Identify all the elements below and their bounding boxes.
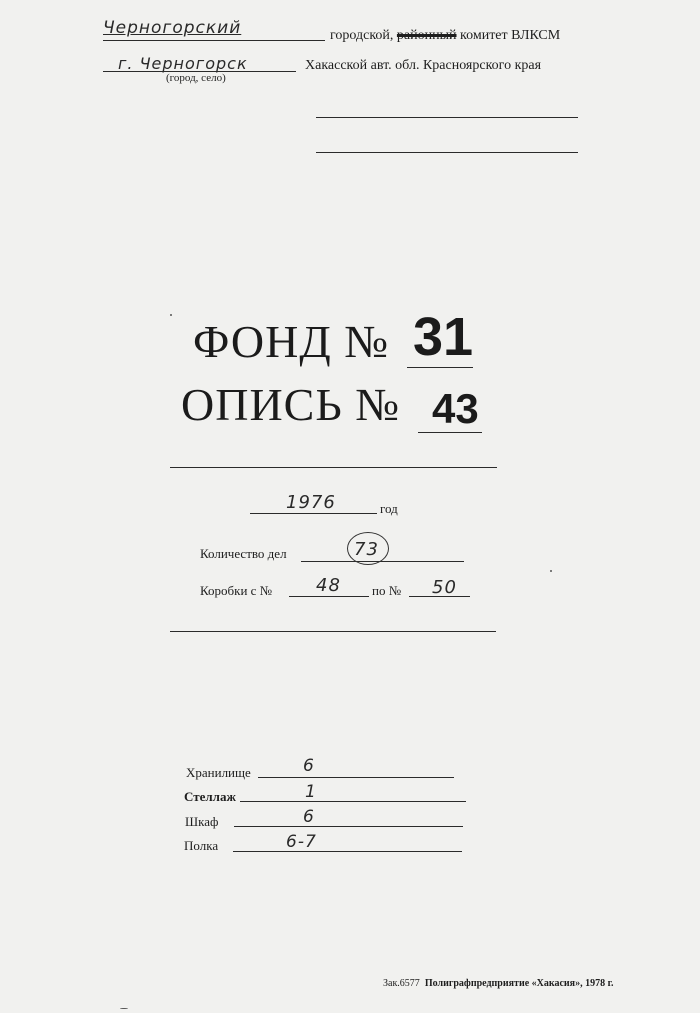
boxes-from-underline bbox=[289, 596, 369, 597]
opis-number: 43 bbox=[432, 385, 479, 432]
separator-line-top bbox=[170, 467, 497, 468]
footer-order: Зак.6577 bbox=[383, 978, 420, 989]
paper-speck bbox=[550, 570, 552, 572]
count-value: 73 bbox=[354, 539, 379, 560]
paper-speck bbox=[120, 1008, 128, 1009]
year-underline bbox=[250, 513, 377, 514]
year-value: 1976 bbox=[286, 492, 336, 513]
city-hint: (город, село) bbox=[166, 72, 226, 84]
fond-label: ФОНД № bbox=[193, 316, 390, 367]
cabinet-underline bbox=[234, 826, 463, 827]
city-handwritten: г. Черногорск bbox=[118, 54, 248, 73]
shelf-label: Полка bbox=[184, 838, 219, 853]
region-text: Хакасской авт. обл. Красноярского края bbox=[305, 58, 542, 73]
count-label: Количество дел bbox=[200, 546, 287, 561]
rack-value: 1 bbox=[305, 782, 317, 802]
opis-number-underline bbox=[418, 432, 482, 433]
boxes-to-label: по № bbox=[372, 583, 402, 598]
rack-underline bbox=[240, 801, 466, 802]
fond-number: 31 bbox=[413, 307, 474, 367]
cabinet-label: Шкаф bbox=[185, 814, 219, 829]
storehouse-underline bbox=[258, 777, 454, 778]
cabinet-value: 6 bbox=[303, 807, 315, 827]
fond-number-underline bbox=[407, 367, 473, 368]
paper-speck bbox=[170, 314, 172, 316]
boxes-to-value: 50 bbox=[432, 577, 457, 598]
year-label: год bbox=[380, 501, 398, 516]
committee-underline bbox=[103, 40, 325, 41]
storehouse-value: 6 bbox=[303, 756, 315, 776]
committee-name-handwritten: Черногорский bbox=[103, 18, 242, 38]
boxes-from-value: 48 bbox=[316, 575, 341, 596]
footer-printer: Полиграфпредприятие «Хакасия», 1978 г. bbox=[424, 978, 614, 989]
blank-line-1 bbox=[316, 117, 578, 118]
committee-printed-struck: районный bbox=[396, 28, 457, 43]
blank-line-2 bbox=[316, 152, 578, 153]
boxes-label: Коробки с № bbox=[200, 583, 273, 598]
boxes-to-underline bbox=[409, 596, 470, 597]
count-underline bbox=[301, 561, 464, 562]
committee-printed-prefix: городской, bbox=[330, 28, 397, 43]
committee-printed-suffix: комитет ВЛКСМ bbox=[456, 28, 561, 43]
opis-label: ОПИСЬ № bbox=[181, 379, 401, 430]
shelf-underline bbox=[233, 851, 462, 852]
storehouse-label: Хранилище bbox=[186, 765, 251, 780]
committee-printed-text bbox=[330, 28, 560, 44]
rack-label: Стеллаж bbox=[184, 789, 236, 804]
shelf-value: 6-7 bbox=[286, 832, 317, 852]
separator-line-bottom bbox=[170, 631, 496, 632]
print-footer bbox=[383, 978, 614, 989]
